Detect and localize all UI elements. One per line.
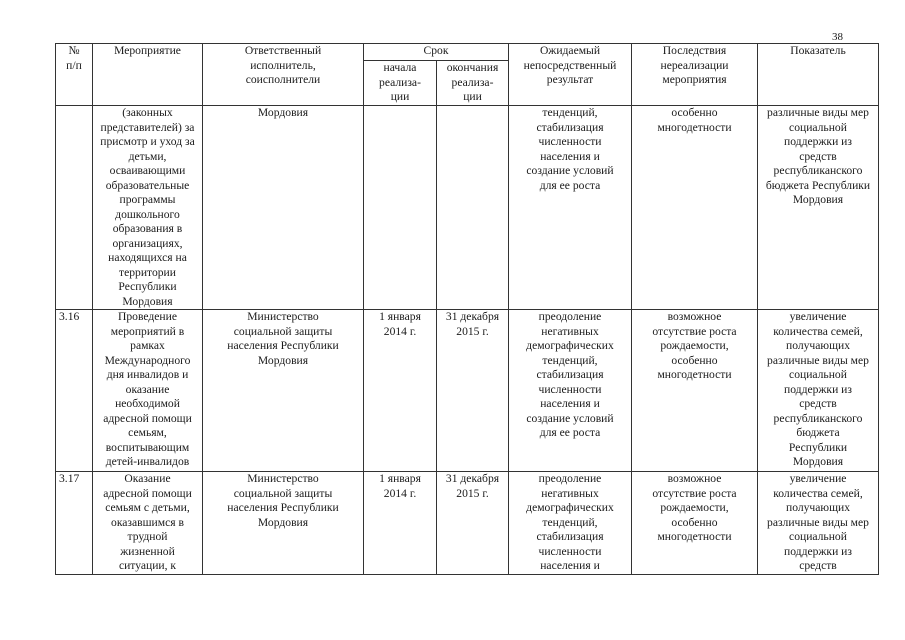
cell-indicator: увеличение количества семей, получающих различные виды мер социальной поддержки из средств республиканского бюджета Республики Мордовия: [758, 310, 879, 472]
header-event: Мероприятие: [93, 44, 203, 106]
header-result: Ожидаемый непосредственный результат: [509, 44, 632, 106]
cell-end: 31 декабря 2015 г.: [437, 310, 509, 472]
header-end: окончания реализа- ции: [437, 61, 509, 106]
cell-num: 3.16: [56, 310, 93, 472]
cell-start: 1 января 2014 г.: [364, 310, 437, 472]
measures-table: [55, 43, 879, 575]
cell-responsible: Министерство социальной защиты населения Республики Мордовия: [203, 310, 364, 472]
cell-event: Оказание адресной помощи семьям с детьми, оказавшимся в трудной жизненной ситуации, к: [93, 472, 203, 575]
table-row: [56, 472, 879, 575]
cell-result: преодоление негативных демографических тенденций, стабилизация численности населения и: [509, 472, 632, 575]
cell-responsible: Мордовия: [203, 106, 364, 310]
header-term: Срок: [364, 44, 509, 61]
table-row: [56, 106, 879, 310]
cell-consequences: особенно многодетности: [632, 106, 758, 310]
cell-num: 3.17: [56, 472, 93, 575]
header-start: начала реализа- ции: [364, 61, 437, 106]
table-row: [56, 310, 879, 472]
cell-event: (законных представителей) за присмотр и уход за детьми, осваивающими образовательные программы дошкольного образования в организациях, находящихся на территории Республики Мордовия: [93, 106, 203, 310]
header-responsible: Ответственный исполнитель, соисполнители: [203, 44, 364, 106]
table-header-row: [56, 44, 879, 61]
cell-start: 1 января 2014 г.: [364, 472, 437, 575]
header-num: № п/п: [56, 44, 93, 106]
cell-num: [56, 106, 93, 310]
cell-responsible: Министерство социальной защиты населения Республики Мордовия: [203, 472, 364, 575]
cell-indicator: различные виды мер социальной поддержки из средств республиканского бюджета Республики Мордовия: [758, 106, 879, 310]
cell-consequences: возможное отсутствие роста рождаемости, особенно многодетности: [632, 310, 758, 472]
cell-start: [364, 106, 437, 310]
cell-indicator: увеличение количества семей, получающих различные виды мер социальной поддержки из средств: [758, 472, 879, 575]
cell-end: 31 декабря 2015 г.: [437, 472, 509, 575]
header-consequences: Последствия нереализации мероприятия: [632, 44, 758, 106]
cell-result: преодоление негативных демографических тенденций, стабилизация численности населения и создание условий для ее роста: [509, 310, 632, 472]
header-indicator: Показатель: [758, 44, 879, 106]
cell-result: тенденций, стабилизация численности населения и создание условий для ее роста: [509, 106, 632, 310]
page-number: 38: [832, 31, 843, 43]
cell-end: [437, 106, 509, 310]
cell-consequences: возможное отсутствие роста рождаемости, особенно многодетности: [632, 472, 758, 575]
cell-event: Проведение мероприятий в рамках Международного дня инвалидов и оказание необходимой адресной помощи семьям, воспитывающим детей-инвалидов: [93, 310, 203, 472]
